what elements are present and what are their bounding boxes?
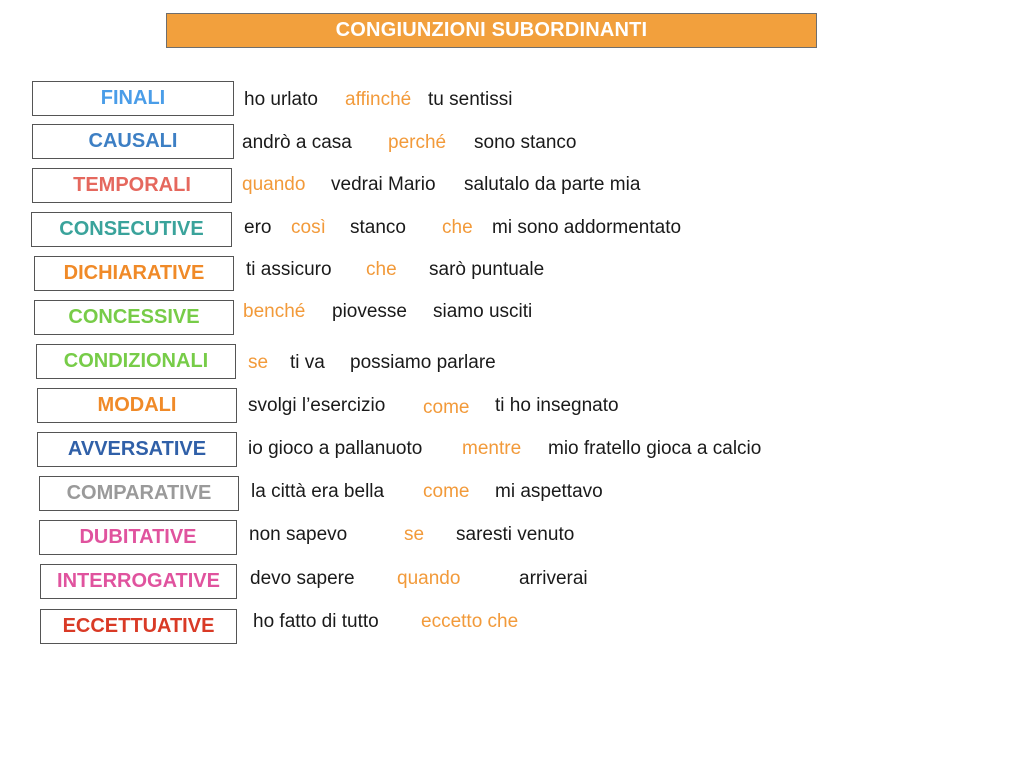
example-phrase: mi sono addormentato xyxy=(492,217,682,238)
example-phrase: ti va xyxy=(290,352,325,373)
example-phrase: ero xyxy=(244,217,272,238)
example-phrase: possiamo parlare xyxy=(350,352,496,373)
conjunction-word: se xyxy=(404,524,425,545)
page-title: CONGIUNZIONI SUBORDINANTI xyxy=(166,13,817,48)
conjunction-word: affinché xyxy=(345,89,412,110)
conjunction-word: quando xyxy=(397,568,461,589)
conjunction-word: che xyxy=(442,217,473,238)
category-label-dubitative: DUBITATIVE xyxy=(39,520,237,555)
category-label-consecutive: CONSECUTIVE xyxy=(31,212,232,247)
example-phrase: mio fratello gioca a calcio xyxy=(548,438,762,459)
conjunction-word: così xyxy=(291,217,326,238)
conjunction-word: eccetto che xyxy=(421,611,519,632)
category-label-temporali: TEMPORALI xyxy=(32,168,232,203)
category-label-avversative: AVVERSATIVE xyxy=(37,432,237,467)
example-phrase: ho urlato xyxy=(244,89,318,110)
example-phrase: siamo usciti xyxy=(433,301,533,322)
category-label-interrogative: INTERROGATIVE xyxy=(40,564,237,599)
conjunction-word: benché xyxy=(243,301,306,322)
example-phrase: ti assicuro xyxy=(246,259,332,280)
example-phrase: devo sapere xyxy=(250,568,355,589)
example-phrase: io gioco a pallanuoto xyxy=(248,438,423,459)
category-label-eccettuative: ECCETTUATIVE xyxy=(40,609,237,644)
example-phrase: andrò a casa xyxy=(242,132,352,153)
category-label-concessive: CONCESSIVE xyxy=(34,300,234,335)
example-phrase: mi aspettavo xyxy=(495,481,603,502)
example-phrase: vedrai Mario xyxy=(331,174,436,195)
example-phrase: la città era bella xyxy=(251,481,385,502)
example-phrase: arriverai xyxy=(519,568,588,589)
conjunction-word: mentre xyxy=(462,438,522,459)
conjunction-word: come xyxy=(423,397,470,418)
example-phrase: salutalo da parte mia xyxy=(464,174,641,195)
example-phrase: tu sentissi xyxy=(428,89,513,110)
example-phrase: ti ho insegnato xyxy=(495,395,619,416)
example-phrase: piovesse xyxy=(332,301,407,322)
conjunction-word: come xyxy=(423,481,470,502)
category-label-causali: CAUSALI xyxy=(32,124,234,159)
conjunction-word: perché xyxy=(388,132,447,153)
category-label-comparative: COMPARATIVE xyxy=(39,476,239,511)
conjunction-word: che xyxy=(366,259,397,280)
example-phrase: ho fatto di tutto xyxy=(253,611,379,632)
example-phrase: non sapevo xyxy=(249,524,348,545)
category-label-condizionali: CONDIZIONALI xyxy=(36,344,236,379)
category-label-modali: MODALI xyxy=(37,388,237,423)
conjunction-word: quando xyxy=(242,174,306,195)
example-phrase: sono stanco xyxy=(474,132,577,153)
category-label-finali: FINALI xyxy=(32,81,234,116)
example-phrase: saresti venuto xyxy=(456,524,575,545)
example-phrase: stanco xyxy=(350,217,406,238)
example-phrase: sarò puntuale xyxy=(429,259,545,280)
example-phrase: svolgi l’esercizio xyxy=(248,395,386,416)
category-label-dichiarative: DICHIARATIVE xyxy=(34,256,234,291)
conjunction-word: se xyxy=(248,352,269,373)
